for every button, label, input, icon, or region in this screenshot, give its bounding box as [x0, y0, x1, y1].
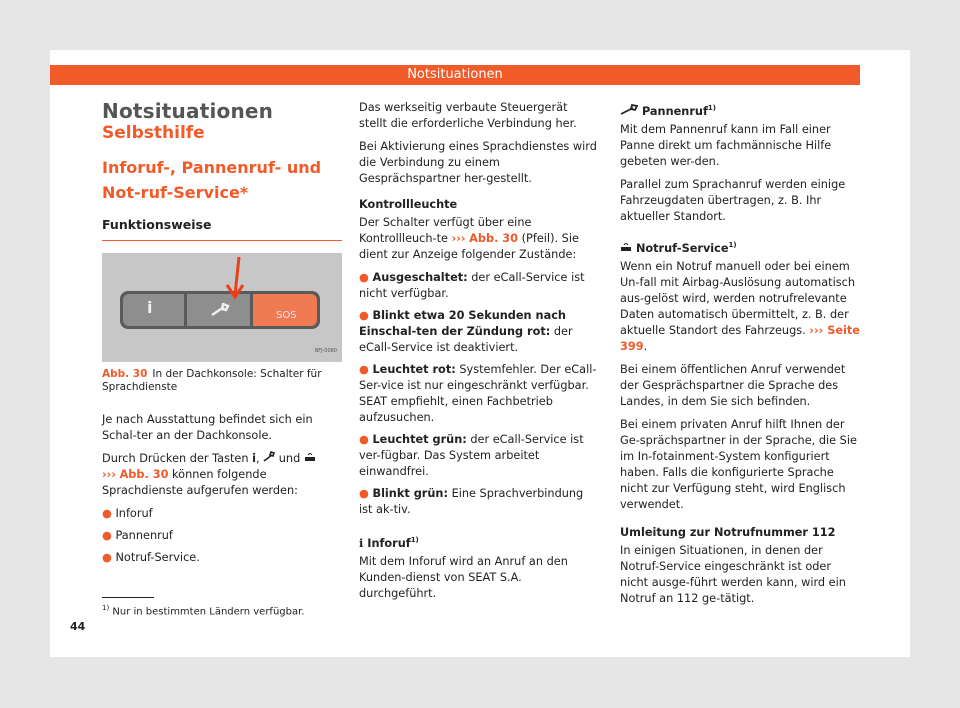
list-item: ● Ausgeschaltet: der eCall-Service ist nicht verfügbar. [359, 271, 585, 300]
info-button [123, 294, 184, 326]
footnote-marker: 1) [707, 104, 716, 112]
state-text: der eCall-Service ist ver-fügbar. Das System arbeitet einwandfrei. [359, 433, 584, 478]
topic-title: Funktionsweise [102, 217, 342, 241]
footnote-divider [102, 597, 154, 598]
info-icon: i [252, 452, 256, 465]
paragraph: Mit dem Pannenruf kann im Fall einer Panne direkt um fachmännische Hilfe gebeten wer-den. [620, 122, 832, 168]
page-header: Notsituationen [50, 65, 860, 85]
caption-number: Abb. 30 [102, 368, 148, 380]
paragraph: Mit dem Inforuf wird an Anruf an den Kunden-dienst von SEAT S.A. durchgeführt. [359, 554, 568, 600]
list-item-text: Inforuf [115, 507, 153, 520]
footnote [102, 604, 304, 617]
list-item: ● Pannenruf [102, 529, 173, 542]
section-title: Selbsthilfe [102, 123, 205, 143]
paragraph [620, 259, 860, 355]
wrench-icon [620, 104, 638, 116]
text-run: Wenn ein Notruf manuell oder bei einem Un-fall mit Airbag-Auslösung automatisch aus-gelöst wird, werden notrufrelevante Daten automatisch übermittelt, z. B. der aktuelle Standort des Fahrzeugs. [620, 259, 856, 337]
pannenruf-heading [620, 100, 860, 120]
paragraph: In einigen Situationen, in denen der Notruf-Service eingeschränkt ist oder nicht ausge-führt werden kann, wird ein Notruf an 112 ge-tätigt. [620, 543, 846, 605]
text-run: , [255, 452, 260, 465]
state-label: Leuchtet rot: [372, 363, 456, 376]
caption-text: In der Dachkonsole: Schalter für Sprachdienste [102, 368, 322, 393]
wrench-icon [210, 303, 230, 317]
sos-label: SOS [276, 310, 297, 321]
wrench-icon [263, 451, 275, 463]
text-run: und [278, 452, 301, 465]
list-item-text: Pannenruf [115, 529, 173, 542]
column-3 [620, 100, 860, 614]
state-text: Eine Sprachverbindung ist ak-tiv. [359, 487, 584, 516]
paragraph: Parallel zum Sprachanruf werden einige Fahrzeugdaten übertragen, z. B. Ihr aktueller Standort. [620, 177, 846, 223]
footnote-marker: 1) [102, 604, 110, 612]
indicator-heading: Kontrollleuchte [359, 198, 458, 211]
intro-paragraph: Je nach Ausstattung befindet sich ein Schal-ter an der Dachkonsole. [102, 413, 313, 442]
state-label: Ausgeschaltet: [372, 271, 468, 284]
umleitung-heading: Umleitung zur Notrufnummer 112 [620, 525, 836, 539]
reference-arrow: ››› [102, 468, 116, 481]
footnote-marker: 1) [410, 536, 419, 544]
footnote-marker: 1) [728, 240, 737, 249]
text-run: Durch Drücken der Tasten [102, 452, 249, 465]
page-number: 44 [70, 620, 86, 633]
heading-text: Inforuf [367, 536, 411, 550]
paragraph: Bei einem öffentlichen Anruf verwendet der Gesprächspartner die Sprache des Landes, in dem Sie sich befinden. [620, 362, 846, 408]
figure-code: BFJ-0080 [314, 348, 337, 354]
list-item-text: Notruf-Service. [115, 551, 200, 564]
list-item: ● Blinkt grün: Eine Sprachverbindung ist ak-tiv. [359, 487, 584, 516]
footnote-text: Nur in bestimmten Ländern verfügbar. [112, 606, 305, 618]
text-run: . [643, 339, 648, 353]
heading-text: Notruf-Service [635, 241, 729, 255]
paragraph: Bei einem privaten Anruf hilft Ihnen der Ge-sprächspartner in der Sprache, die Sie im In-fotainment-System konfiguriert haben. Falls die konfigurierte Sprache nicht zur Verfügung steht, wird Englisch verwendet. [620, 417, 857, 511]
inforuf-heading [359, 532, 599, 552]
text-run: (Pfeil). Sie dient zur Anzeige folgender Zustände: [359, 232, 579, 261]
paragraph: Das werkseitig verbaute Steuergerät stellt die erforderliche Verbindung her. [359, 101, 577, 130]
list-item: ● Blinkt etwa 20 Sekunden nach Einschal-ten der Zündung rot: der eCall-Service ist deaktiviert. [359, 309, 573, 354]
text-run: Der Schalter verfügt über eine Kontrollleuch-te [359, 216, 532, 245]
state-label: Blinkt etwa 20 Sekunden nach Einschal-ten der Zündung rot: [359, 309, 566, 338]
subsection-title: Inforuf-, Pannenruf- und Not-ruf-Service* [102, 158, 322, 202]
sos-icon [304, 451, 316, 463]
figure-roof-console [102, 253, 342, 362]
button-paragraph [102, 451, 342, 499]
state-label: Leuchtet grün: [372, 433, 467, 446]
list-item: ● Leuchtet rot: Systemfehler. Der eCall-Ser-vice ist nur eingeschränkt verfügbar. SEAT empfiehlt, einen Fachbetrieb aufzusuchen. [359, 363, 597, 424]
notruf-heading [620, 237, 860, 257]
info-icon: i [147, 298, 153, 317]
text-run: können folgende Sprachdienste aufgerufen werden: [102, 468, 298, 497]
figure-reference-link[interactable]: Abb. 30 [119, 468, 169, 481]
heading-text: Pannenruf [641, 104, 708, 118]
figure-caption [102, 368, 342, 394]
state-text: Systemfehler. Der eCall-Ser-vice ist nur eingeschränkt verfügbar. SEAT empfiehlt, einen Fachbetrieb aufzusuchen. [359, 363, 597, 424]
indicator-paragraph [359, 215, 599, 263]
list-item: ● Inforuf [102, 507, 153, 520]
info-icon: ℹ [359, 536, 364, 550]
page-reference-link[interactable]: ››› Seite 399 [620, 323, 860, 353]
arrow-pointer-icon [217, 255, 247, 303]
state-label: Blinkt grün: [372, 487, 448, 500]
state-text: der eCall-Service ist nicht verfügbar. [359, 271, 585, 300]
paragraph: Bei Aktivierung eines Sprachdienstes wird die Verbindung zu einem Gesprächspartner her-gestellt. [359, 140, 597, 185]
column-1 [102, 100, 342, 572]
figure-reference-link[interactable]: Abb. 30 [469, 232, 519, 245]
column-2 [359, 100, 599, 609]
chapter-title: Notsituationen [102, 99, 274, 123]
list-item: ● Notruf-Service. [102, 551, 200, 564]
list-item: ● Leuchtet grün: der eCall-Service ist ver-fügbar. Das System arbeitet einwandfrei. [359, 433, 584, 478]
sos-icon [620, 241, 632, 253]
state-text: der eCall-Service ist deaktiviert. [359, 325, 573, 354]
reference-arrow: ››› [451, 232, 466, 245]
